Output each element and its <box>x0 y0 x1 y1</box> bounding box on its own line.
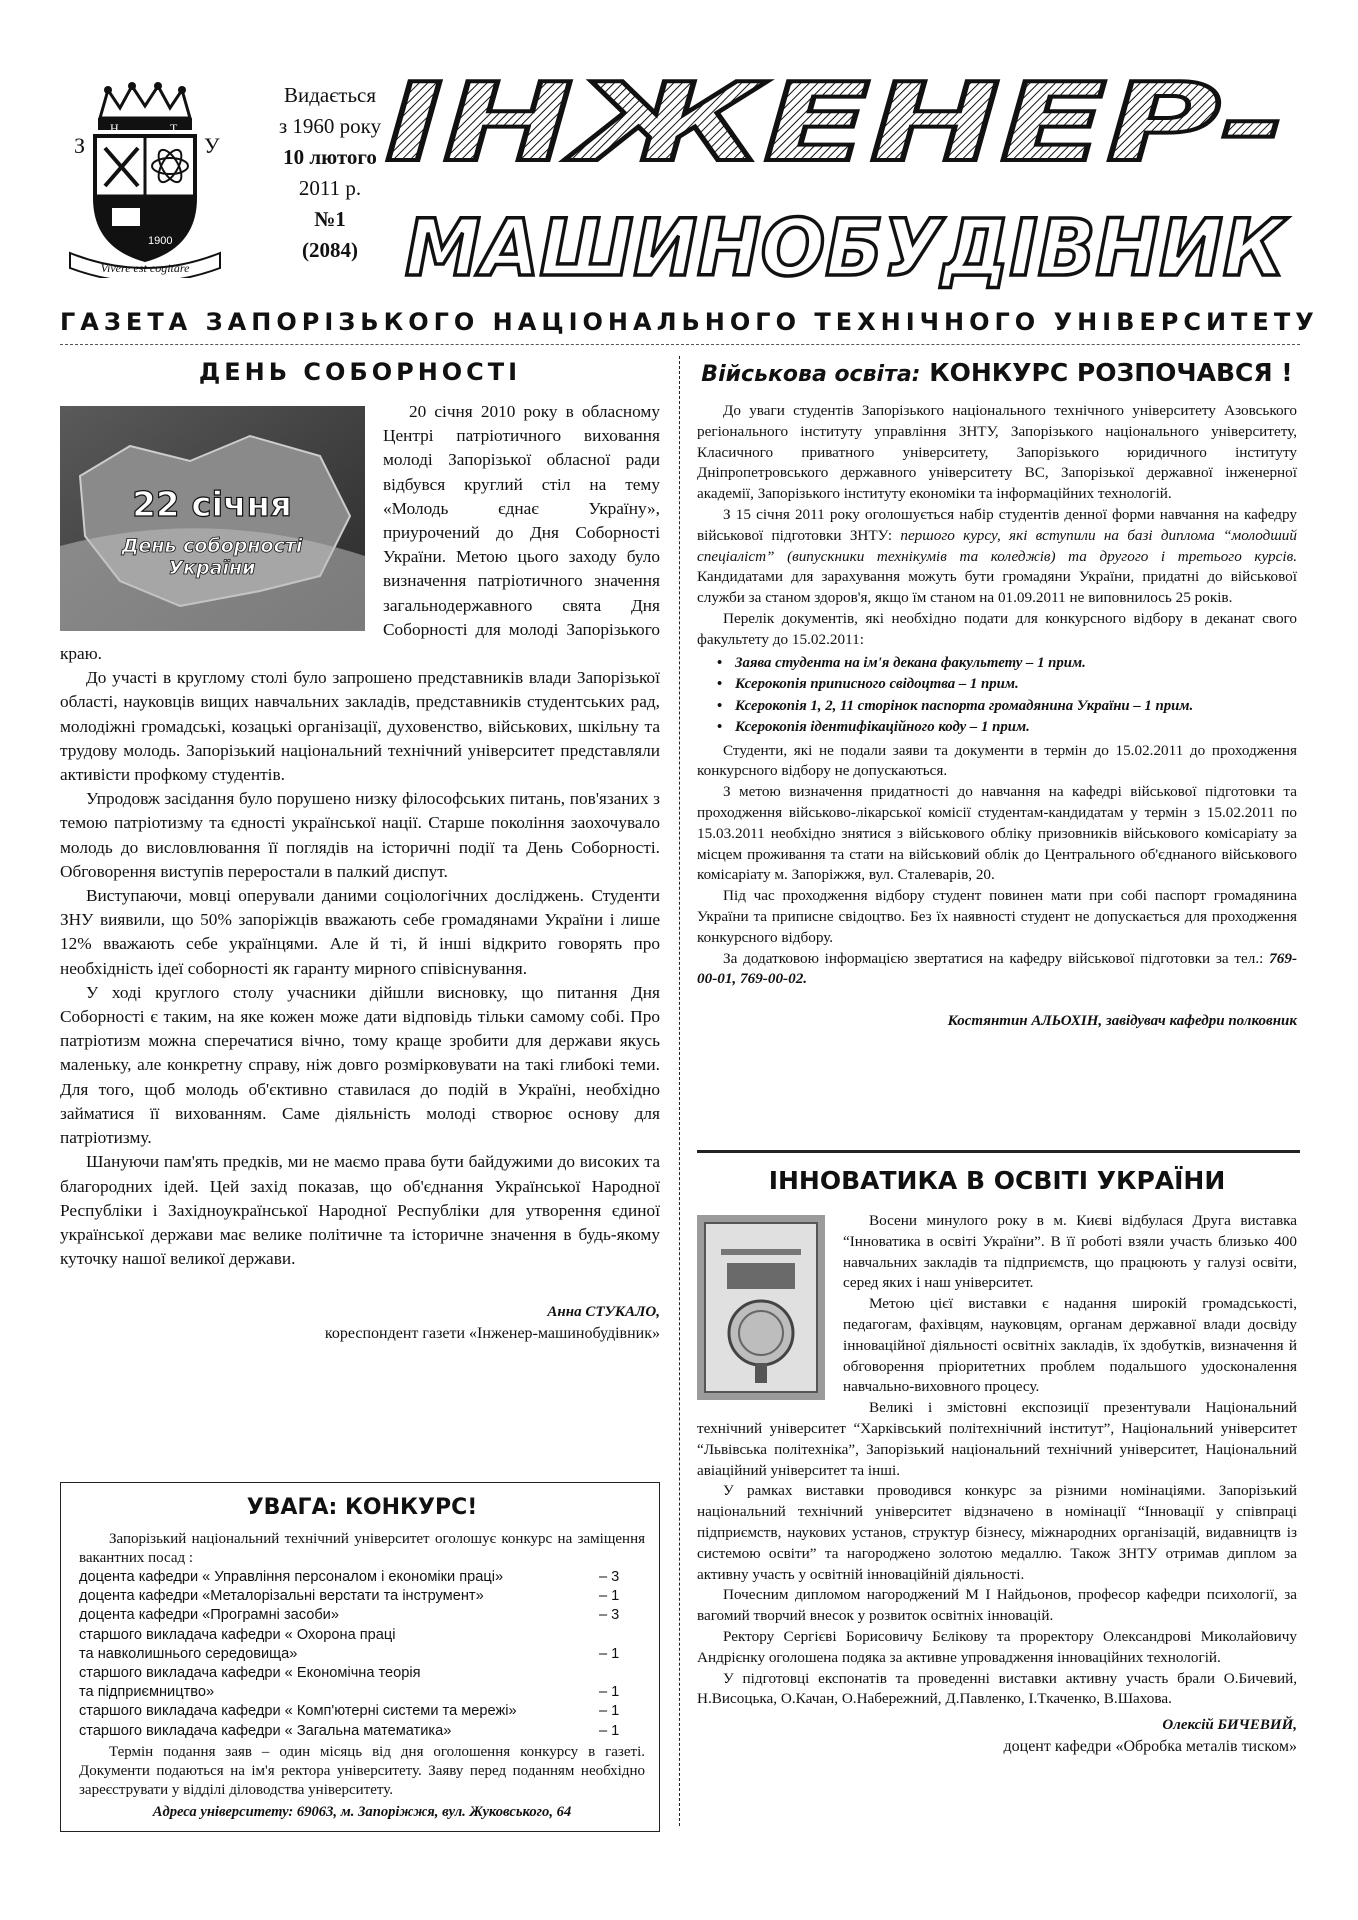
author-signature <box>60 1301 660 1345</box>
article-heading: ДЕНЬ СОБОРНОСТІ <box>198 358 522 386</box>
position-title: старшого викладача кафедри « Економічна теорія <box>79 1665 421 1682</box>
author-role: доцент кафедри «Обробка металів тиском» <box>1003 1738 1297 1756</box>
author-signature <box>697 1714 1297 1758</box>
svg-text:Т: Т <box>170 121 178 135</box>
paragraph: Шануючи пам'ять предків, ми не маємо права бути байдужими до високих та благородних ідей. Цей захід показав, що об'єднання Української Народної Республіки і Західноукраїнської Народної Республіки для утворення єдиної української держави має велике політичне та історичне значення в будь-якому куточку нашої великої держави. <box>60 1152 660 1269</box>
position-count <box>599 1626 625 1645</box>
position-title: та підприємництво» <box>79 1684 215 1701</box>
list-item: • Ксерокопія ідентифікаційного коду – 1 прим. <box>735 717 1297 739</box>
position-row <box>79 1722 645 1741</box>
newspaper-subtitle: ГАЗЕТА ЗАПОРІЗЬКОГО НАЦІОНАЛЬНОГО ТЕХНІЧНОГО УНІВЕРСИТЕТУ <box>60 308 1319 336</box>
pub-line: Видається <box>284 83 376 107</box>
position-count: – 1 <box>599 1722 620 1739</box>
vacancy-contest-box <box>60 1482 660 1832</box>
pub-line: з 1960 року <box>278 114 382 138</box>
paragraph: Метою цієї виставки є надання широкій громадськості, педагогам, фахівцям, науковцям, органам державної влади досвіду інноваційної діяльності освітніх закладів, їх здобутків, визначення й обговорення пріоритетних проблем подальшого удосконалення навчально-виховного процесу. <box>843 1295 1297 1396</box>
paragraph: До участі в круглому столі було запрошено представників влади Запорізької області, науковців вищих навчальних закладів, представників студентських рад, молодіжні громадські, козацькі організації, духовенство, військових, шкільну та трудову молодь. Запорізький національний технічний університет представляли активісти профкому студентів. <box>60 668 660 785</box>
svg-text:МАШИНОБУДІВНИК: МАШИНОБУДІВНИК <box>405 204 1289 290</box>
university-crest-logo <box>60 78 230 278</box>
author-name: Костянтин АЛЬОХІН, завідувач кафедри полковник <box>947 1013 1297 1030</box>
position-row <box>79 1664 645 1683</box>
article-heading <box>697 358 1297 387</box>
paragraph: 20 січня 2010 року в обласному Центрі патріотичного виховання молоді Запорізької обласної ради відбувся круглий стіл на тему «Молодь єднає Україну», приурочений до Дня Соборності України. Метою цього заходу було визначення патріотичного значення загальнодержавного свята Дня Соборності для молоді Запорізького краю. <box>60 402 660 664</box>
issue-total: (2084) <box>302 238 358 262</box>
top-rule <box>60 344 1300 345</box>
newspaper-title <box>365 60 1305 290</box>
issue-number: №1 <box>314 207 346 231</box>
documents-list <box>697 653 1297 739</box>
svg-text:1900: 1900 <box>148 235 173 247</box>
svg-text:ІНЖЕНЕР-: ІНЖЕНЕР- <box>385 61 1285 186</box>
paragraph: Упродовж засідання було порушено низку філософських питань, пов'язаних з темою патріотизму та єдності української нації. Старше покоління заохочувало молодь до висловлювання її поглядів на історичні події та День Соборності. Обговорення виступів переростали в палкий диспут. <box>60 789 660 881</box>
paragraph: Великі і змістовні експозиції презентували Національний технічний університет “Харківський політехнічний інститут”, Національний університет “Львівська політехніка”, Запорізький національний технічний університет, Національний авіаційний університет та інші. <box>697 1399 1297 1479</box>
position-row <box>79 1606 645 1625</box>
author-role: кореспондент газети «Інженер-машинобудівник» <box>324 1325 660 1343</box>
position-title: старшого викладача кафедри « Охорона праці <box>79 1626 396 1643</box>
paragraph: З метою визначення придатності до навчання на кафедрі військової підготовки та проходження військово-лікарської комісії студентам-кандидатам у термін з 15.02.2011 по 15.03.2011 необхідно знятися з військового обліку призовників військового комісаріату за місцем проживання та стати на військовий облік до Центрального об'єднаного військового комісаріату м. Запоріжжя, вул. Сталеварів, 20. <box>697 783 1297 884</box>
position-title: старшого викладача кафедри « Загальна математика» <box>79 1722 452 1739</box>
svg-text:У: У <box>204 133 220 158</box>
article-military-education <box>697 358 1297 1032</box>
position-count <box>599 1664 625 1683</box>
position-count: – 1 <box>599 1645 620 1662</box>
text-part: З 15 січня 2011 року оголошується набір студентів денної форми навчання на кафедру військової підготовки ЗНТУ: <box>697 505 1297 544</box>
contest-intro: Запорізький національний технічний університет оголошує конкурс на заміщення вакантних посад : <box>79 1531 645 1566</box>
position-row <box>79 1683 645 1702</box>
positions-list <box>79 1568 645 1741</box>
paragraph: У рамках виставки проводився конкурс за різними номінаціями. Запорізький національний технічний університет відзначено в номінації “Інновації у співпраці підприємств, наукових установ, структур бізнесу, міжнародних організацій, видавництв із системою освіти” та нагороджено золотою медаллю. Також ЗНТУ отримав диплом за активну участь у освітній інноваційній діяльності. <box>697 1482 1297 1583</box>
position-count: – 1 <box>599 1684 620 1701</box>
paragraph: Перелік документів, які необхідно подати для конкурсного відбору в деканат свого факультету до 15.02.2011: <box>697 609 1297 648</box>
paragraph: Виступаючи, мовці оперували даними соціологічних досліджень. Студенти ЗНУ виявили, що 50% запоріжців вважають себе громадянами України і лише 12% вважають себе українцями. Але й ті, й інші відкрито говорять про необхідність ідеї соборності як гаранту мирного співіснування. <box>60 886 660 978</box>
list-item: • Ксерокопія приписного свідоцтва – 1 прим. <box>735 674 1297 696</box>
contest-heading: УВАГА: КОНКУРС! <box>246 1495 478 1520</box>
position-title: старшого викладача кафедри « Комп'ютерні системи та мережі» <box>79 1703 517 1720</box>
position-row <box>79 1626 645 1645</box>
paragraph <box>697 949 1297 991</box>
article-unity-day <box>60 358 660 1345</box>
position-row <box>79 1568 645 1587</box>
paragraph: У підготовці експонатів та проведенні виставки активну участь брали О.Бичевий, Н.Висоцька, О.Качан, О.Набережний, Д.Павленко, І.Ткаченко, В.Шахова. <box>697 1669 1297 1708</box>
list-item: • Ксерокопія 1, 2, 11 сторінок паспорта громадянина України – 1 прим. <box>735 696 1297 718</box>
position-title: доцента кафедри «Програмні засоби» <box>79 1607 339 1624</box>
text-emphasis: першого курсу, які вступили на базі диплома “молодший спеціаліст” (випускники технікумів та коледжів) та другого і третього курсів. <box>697 526 1297 565</box>
text-part: За додатковою інформацією звертатися на кафедру військової підготовки за тел.: <box>723 949 1270 967</box>
article-innovation <box>697 1166 1297 1758</box>
text-part: Кандидатами для зарахування можуть бути громадяни України, придатні до військової служби за станом здоров'я, якщо їм станом на 01.09.2011 не виповнилось 25 років. <box>697 568 1297 607</box>
author-signature <box>697 1010 1297 1032</box>
position-row <box>79 1702 645 1721</box>
svg-text:Vivere est cogitare: Vivere est cogitare <box>100 261 190 275</box>
section-separator <box>697 1150 1300 1153</box>
paragraph: Ректору Сергієві Борисовичу Бєлікову та проректору Олександрові Миколайовичу Андрієнку оголошена подяка за активне упровадження інноваційних технологій. <box>697 1627 1297 1666</box>
paragraph: Почесним дипломом нагороджений М І Найдьонов, професор кафедри психології, за вагомий творчий внесок у розвиток освітніх інновацій. <box>697 1586 1297 1625</box>
masthead <box>60 60 1300 300</box>
position-title: та навколишнього середовища» <box>79 1645 298 1662</box>
position-count: – 3 <box>599 1569 620 1585</box>
unity-day-image <box>60 406 365 631</box>
paragraph: Восени минулого року в м. Києві відбулася Друга виставка “Інноватика в освіті України”. В її роботі взяли участь близько 400 навчальних закладів та підприємств, що працюють у галузі освіти, серед яких і наш університет. <box>843 1212 1297 1292</box>
position-row <box>79 1587 645 1606</box>
medal-diploma-image <box>697 1215 825 1400</box>
position-title: доцента кафедри «Металорізальні верстати та інструмент» <box>79 1588 484 1605</box>
heading-prefix: Військова освіта: <box>701 362 921 387</box>
svg-text:України: України <box>168 557 256 579</box>
position-count: – 1 <box>599 1588 620 1605</box>
position-count: – 3 <box>599 1607 620 1624</box>
svg-text:День соборності: День соборності <box>121 535 303 557</box>
svg-text:Н: Н <box>110 121 119 135</box>
author-name: Анна СТУКАЛО, <box>547 1304 660 1321</box>
paragraph <box>697 505 1297 609</box>
position-title: доцента кафедри « Управління персоналом і економіки праці» <box>79 1569 504 1585</box>
svg-text:22 січня: 22 січня <box>132 485 292 525</box>
position-count: – 1 <box>599 1703 620 1720</box>
paragraph: До уваги студентів Запорізького національного технічного університету Азовського регіонального інституту управління ЗНТУ, Запорізького національного університету, Класичного приватного університету, Запорізького юридичного інституту Дніпропетровського державного університету ВС, Запорізької державної інженерної академії, Запорізького інституту економіки та інформаційних технологій. <box>697 402 1297 503</box>
svg-text:З: З <box>74 133 86 158</box>
list-item: • Заява студента на ім'я декана факультету – 1 прим. <box>735 653 1297 675</box>
heading-main: КОНКУРС РОЗПОЧАВСЯ ! <box>929 358 1293 387</box>
paragraph: У ході круглого столу учасники дійшли висновку, що питання Дня Соборності є таким, на яке кожен може дати відповідь тільки самому собі. Про патріотизм можна сперечатися вічно, тому краще зробити для держави якусь маленьку, але конкретну справу, ніж довго розмірковувати на такі глибокі теми. Для того, щоб молодь об'єктивно ставилася до подій в Україні, необхідно займатися її вихованням. Саме діяльність молоді створює основу для патріотизму. <box>60 982 660 1148</box>
phone-numbers: 769-00-01, 769-00-02. <box>697 949 1297 988</box>
position-row <box>79 1645 645 1664</box>
pub-date: 10 лютого <box>283 145 377 169</box>
paragraph: Студенти, які не подали заяви та документи в термін до 15.02.2011 до проходження конкурсного відбору не допускаються. <box>697 741 1297 780</box>
article-heading: ІННОВАТИКА В ОСВІТІ УКРАЇНИ <box>768 1166 1226 1195</box>
column-divider <box>679 356 680 1826</box>
author-name: Олексій БИЧЕВИЙ, <box>1162 1717 1297 1734</box>
university-address: Адреса університету: 69063, м. Запоріжжя, вул. Жуковського, 64 <box>152 1803 572 1820</box>
paragraph: Під час проходження відбору студент повинен мати при собі паспорт громадянина України та приписне свідоцтво. Без їх наявності студент не допускається для проходження конкурсного відбору. <box>697 887 1297 946</box>
pub-line: 2011 р. <box>298 176 362 200</box>
contest-terms: Термін подання заяв – один місяць від дня оголошення конкурсу в газеті. Документи подаються на ім'я ректора університету. Заяву перед поданням необхідно зареєструвати у відділі діловодства університету. <box>79 1743 645 1798</box>
